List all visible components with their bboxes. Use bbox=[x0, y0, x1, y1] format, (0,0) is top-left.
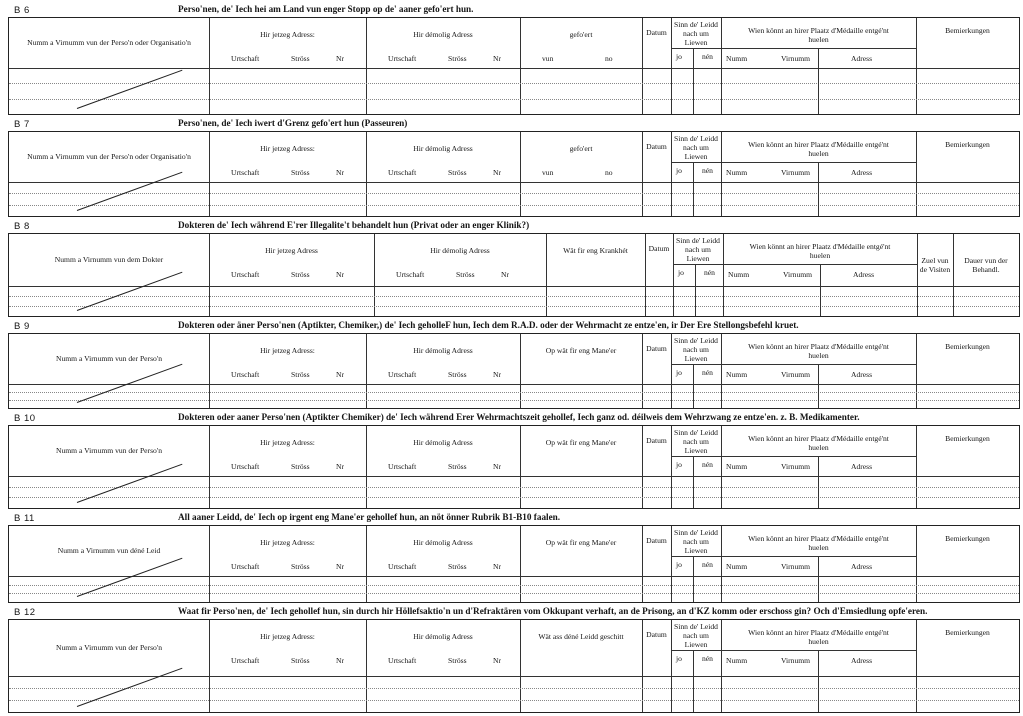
town-label: Urtschaft bbox=[231, 370, 260, 379]
medal-recipient-header: Wien könnt an hirer Plaatz d'Médaille entgé'nt huelen bbox=[749, 242, 891, 260]
section-b6 bbox=[8, 4, 1020, 114]
alive-subdivider bbox=[671, 650, 721, 651]
alive-subdivider bbox=[671, 48, 721, 49]
number-label: Nr bbox=[336, 462, 345, 471]
number-label: Nr bbox=[493, 370, 502, 379]
section-title: Perso'nen, de' Iech hei am Land vun enger Stopp op de' aaner gefo'ert hun. bbox=[178, 4, 474, 14]
entry-row-line bbox=[9, 306, 1019, 307]
surname-label: Numm bbox=[726, 54, 748, 63]
column-divider bbox=[953, 234, 954, 316]
column-divider bbox=[671, 620, 672, 712]
town-label: Urtschaft bbox=[231, 562, 260, 571]
firstname-label: Virnumm bbox=[781, 54, 811, 63]
still-alive-header: Sinn de' Leidd nach um Liewen bbox=[674, 428, 718, 455]
surname-label: Numm bbox=[728, 270, 750, 279]
entry-row-line bbox=[9, 83, 1019, 84]
street-label: Ströss bbox=[448, 656, 467, 665]
section-title: All aaner Leidd, de' Iech op irgent eng Mane'er gehollef hun, an nöt önner Rubrik B1-B10 faalen. bbox=[178, 512, 561, 522]
address-label: Adress bbox=[851, 168, 873, 177]
yes-label: jo bbox=[676, 460, 682, 469]
date-header: Datum bbox=[646, 630, 667, 639]
address-label: Adress bbox=[851, 462, 873, 471]
town-label: Urtschaft bbox=[388, 562, 417, 571]
section-grid bbox=[8, 426, 1020, 509]
detail-column-header: Op wät fir eng Mane'er bbox=[545, 438, 617, 447]
firstname-label: Virnumm bbox=[781, 562, 811, 571]
current-address-header: Hir jetzeg Adress: bbox=[260, 346, 315, 355]
header-divider bbox=[9, 182, 1019, 183]
alive-subdivider bbox=[671, 162, 721, 163]
alive-subdivider bbox=[671, 556, 721, 557]
section-grid bbox=[8, 620, 1020, 713]
yes-label: jo bbox=[676, 166, 682, 175]
surname-label: Numm bbox=[726, 562, 748, 571]
current-address-header: Hir jetzeg Adress bbox=[265, 246, 318, 255]
entry-row-line bbox=[9, 593, 1019, 594]
still-alive-header: Sinn de' Leidd nach um Liewen bbox=[674, 528, 718, 555]
street-label: Ströss bbox=[291, 462, 310, 471]
alive-subdivider bbox=[671, 456, 721, 457]
town-label: Urtschaft bbox=[231, 462, 260, 471]
surname-label: Numm bbox=[726, 462, 748, 471]
former-address-header: Hir démolig Adress bbox=[413, 632, 473, 641]
section-b7 bbox=[8, 118, 1020, 216]
column-divider bbox=[546, 234, 547, 316]
column-divider bbox=[721, 426, 722, 508]
column-divider bbox=[917, 234, 918, 316]
section-code: B 7 bbox=[14, 119, 30, 130]
town-label: Urtschaft bbox=[388, 656, 417, 665]
no-label: nén bbox=[704, 268, 715, 277]
header-divider bbox=[9, 384, 1019, 385]
current-address-header: Hir jetzeg Adress: bbox=[260, 632, 315, 641]
alive-yes-no-divider bbox=[695, 264, 696, 316]
medal-column-divider bbox=[818, 650, 819, 712]
number-label: Nr bbox=[336, 270, 345, 279]
section-title: Dokteren oder aaner Perso'nen (Aptikter Chemiker) de' Iech während Erer Wehrmachtszeit gehollef, Iech ganz od. déilweis dem Wehrzwang ze entze'en. z. B. Medikamenter. bbox=[178, 412, 860, 422]
detail-column-header: Wät ass déné Leidd geschitt bbox=[538, 632, 624, 641]
number-label: Nr bbox=[336, 562, 345, 571]
entry-row-line bbox=[9, 497, 1019, 498]
alive-yes-no-divider bbox=[693, 364, 694, 408]
remarks-header: Bemierkungen bbox=[945, 342, 990, 351]
date-header: Datum bbox=[646, 142, 667, 151]
no-label: nén bbox=[702, 654, 713, 663]
column-divider bbox=[520, 526, 521, 602]
section-b12 bbox=[8, 606, 1020, 712]
entry-row-line bbox=[9, 688, 1019, 689]
entry-row-line bbox=[9, 296, 1019, 297]
number-label: Nr bbox=[493, 656, 502, 665]
still-alive-header: Sinn de' Leidd nach um Liewen bbox=[674, 20, 718, 47]
section-title-row bbox=[8, 220, 1020, 234]
section-title: Waat fir Perso'nen, de' Iech gehollef hun, sin durch hir Höllefsaktio'n un d'Refraktären vom Okkupant verhaft, an de Prisong, an d'KZ komm oder erschoss gin? Och d'Emsiedlung opfe'eren. bbox=[178, 606, 928, 616]
date-header: Datum bbox=[646, 536, 667, 545]
current-address-header: Hir jetzeg Adress: bbox=[260, 538, 315, 547]
firstname-label: Virnumm bbox=[781, 656, 811, 665]
no-label: nén bbox=[702, 460, 713, 469]
remarks-header: Bemierkungen bbox=[945, 628, 990, 637]
street-label: Ströss bbox=[448, 562, 467, 571]
former-address-header: Hir démolig Adress bbox=[413, 538, 473, 547]
alive-yes-no-divider bbox=[693, 162, 694, 216]
duration-header: Dauer vun der Behandl. bbox=[964, 256, 1008, 274]
column-divider bbox=[671, 334, 672, 408]
column-divider bbox=[671, 426, 672, 508]
name-column-header: Numm a Virnumm vun dem Dokter bbox=[54, 255, 164, 264]
former-address-header: Hir démolig Adress bbox=[413, 346, 473, 355]
header-divider bbox=[9, 476, 1019, 477]
no-label: nén bbox=[702, 368, 713, 377]
street-label: Ströss bbox=[291, 168, 310, 177]
medal-recipient-header: Wien könnt an hirer Plaatz d'Médaille entgé'nt huelen bbox=[748, 342, 889, 360]
town-label: Urtschaft bbox=[388, 54, 417, 63]
town-label: Urtschaft bbox=[388, 370, 417, 379]
section-code: B 10 bbox=[14, 413, 36, 424]
alive-subdivider bbox=[673, 264, 723, 265]
entry-row-line bbox=[9, 205, 1019, 206]
address-label: Adress bbox=[851, 656, 873, 665]
entry-row-line bbox=[9, 99, 1019, 100]
surname-label: Numm bbox=[726, 656, 748, 665]
column-divider bbox=[673, 234, 674, 316]
remarks-header: Bemierkungen bbox=[945, 26, 990, 35]
medal-recipient-header: Wien könnt an hirer Plaatz d'Médaille entgé'nt huelen bbox=[748, 434, 889, 452]
section-grid bbox=[8, 526, 1020, 603]
town-label: Urtschaft bbox=[396, 270, 425, 279]
header-divider bbox=[9, 576, 1019, 577]
alive-subdivider bbox=[671, 364, 721, 365]
address-label: Adress bbox=[851, 54, 873, 63]
surname-label: Numm bbox=[726, 370, 748, 379]
surname-label: Numm bbox=[726, 168, 748, 177]
no-label: nén bbox=[702, 560, 713, 569]
address-label: Adress bbox=[851, 562, 873, 571]
section-grid bbox=[8, 234, 1020, 317]
current-address-header: Hir jetzeg Adress: bbox=[260, 438, 315, 447]
medal-recipient-header: Wien könnt an hirer Plaatz d'Médaille entgé'nt huelen bbox=[748, 140, 889, 158]
town-label: Urtschaft bbox=[231, 54, 260, 63]
street-label: Ströss bbox=[291, 270, 310, 279]
number-label: Nr bbox=[336, 54, 345, 63]
date-header: Datum bbox=[646, 28, 667, 37]
firstname-label: Virnumm bbox=[783, 270, 813, 279]
remarks-header: Bemierkungen bbox=[945, 534, 990, 543]
name-column-header: Numm a Virnumm vun déné Leid bbox=[57, 546, 161, 555]
alive-yes-no-divider bbox=[693, 48, 694, 114]
current-address-header: Hir jetzeg Adress: bbox=[260, 144, 315, 153]
section-title-row bbox=[8, 512, 1020, 526]
detail-column-header: Op wät fir eng Mane'er bbox=[545, 538, 617, 547]
section-code: B 9 bbox=[14, 321, 30, 332]
column-divider bbox=[520, 334, 521, 408]
entry-row-line bbox=[9, 700, 1019, 701]
section-code: B 8 bbox=[14, 221, 30, 232]
yes-label: jo bbox=[676, 368, 682, 377]
column-divider bbox=[721, 334, 722, 408]
name-column-header: Numm a Virnumm vun der Perso'n bbox=[55, 354, 163, 363]
street-label: Ströss bbox=[448, 370, 467, 379]
address-label: Adress bbox=[853, 270, 875, 279]
section-b10 bbox=[8, 412, 1020, 508]
street-label: Ströss bbox=[448, 462, 467, 471]
medal-recipient-header: Wien könnt an hirer Plaatz d'Médaille entgé'nt huelen bbox=[748, 534, 889, 552]
number-label: Nr bbox=[493, 54, 502, 63]
town-label: Urtschaft bbox=[231, 656, 260, 665]
name-column-header: Numm a Virnumm vun der Perso'n oder Organisatio'n bbox=[27, 38, 191, 47]
section-b11 bbox=[8, 512, 1020, 602]
section-grid bbox=[8, 18, 1020, 115]
number-label: Nr bbox=[493, 562, 502, 571]
former-address-header: Hir démolig Adress bbox=[413, 144, 473, 153]
yes-label: jo bbox=[676, 560, 682, 569]
name-column-header: Numm a Virnumm vun der Perso'n bbox=[55, 446, 163, 455]
section-code: B 11 bbox=[14, 513, 35, 524]
entry-row-line bbox=[9, 400, 1019, 401]
from-label: vun bbox=[542, 168, 554, 177]
detail-column-header: Wät fir eng Krankhét bbox=[563, 246, 628, 255]
former-address-header: Hir démolig Adress bbox=[413, 30, 473, 39]
still-alive-header: Sinn de' Leidd nach um Liewen bbox=[674, 336, 718, 363]
column-divider bbox=[723, 234, 724, 316]
medal-column-divider bbox=[820, 264, 821, 316]
section-title-row bbox=[8, 4, 1020, 18]
header-divider bbox=[9, 286, 1019, 287]
section-b9 bbox=[8, 320, 1020, 408]
section-title: Dokteren oder äner Perso'nen (Aptikter, Chemiker,) de' Iech geholleF hun, Iech dem R.A.D. oder der Wehrmacht ze entze'en, ir Der Ere Stellongsbefehl kruet. bbox=[178, 320, 799, 330]
yes-label: jo bbox=[678, 268, 684, 277]
current-address-header: Hir jetzeg Adress: bbox=[260, 30, 315, 39]
entry-row-line bbox=[9, 193, 1019, 194]
street-label: Ströss bbox=[456, 270, 475, 279]
number-label: Nr bbox=[336, 656, 345, 665]
medal-column-divider bbox=[818, 456, 819, 508]
number-label: Nr bbox=[493, 168, 502, 177]
handwritten-strike-line bbox=[77, 558, 183, 597]
remarks-header: Bemierkungen bbox=[945, 434, 990, 443]
former-address-header: Hir démolig Adress bbox=[430, 246, 490, 255]
town-label: Urtschaft bbox=[388, 462, 417, 471]
alive-yes-no-divider bbox=[693, 456, 694, 508]
still-alive-header: Sinn de' Leidd nach um Liewen bbox=[674, 622, 718, 649]
date-header: Datum bbox=[646, 344, 667, 353]
former-address-header: Hir démolig Adress bbox=[413, 438, 473, 447]
transported-header: gefo'ert bbox=[569, 30, 593, 39]
date-header: Datum bbox=[648, 244, 670, 253]
number-label: Nr bbox=[336, 168, 345, 177]
section-grid bbox=[8, 132, 1020, 217]
column-divider bbox=[520, 620, 521, 712]
address-label: Adress bbox=[851, 370, 873, 379]
from-label: vun bbox=[542, 54, 554, 63]
number-label: Nr bbox=[493, 462, 502, 471]
street-label: Ströss bbox=[448, 54, 467, 63]
to-label: no bbox=[605, 54, 613, 63]
section-title-row bbox=[8, 118, 1020, 132]
section-title-row bbox=[8, 606, 1020, 620]
still-alive-header: Sinn de' Leidd nach um Liewen bbox=[674, 134, 718, 161]
street-label: Ströss bbox=[448, 168, 467, 177]
town-label: Urtschaft bbox=[388, 168, 417, 177]
entry-row-line bbox=[9, 487, 1019, 488]
remarks-header: Bemierkungen bbox=[945, 140, 990, 149]
to-label: no bbox=[605, 168, 613, 177]
firstname-label: Virnumm bbox=[781, 370, 811, 379]
column-divider bbox=[721, 132, 722, 216]
name-column-header: Numm a Virnumm vun der Perso'n oder Organisatio'n bbox=[27, 152, 191, 161]
entry-row-line bbox=[9, 585, 1019, 586]
column-divider bbox=[520, 426, 521, 508]
alive-yes-no-divider bbox=[693, 556, 694, 602]
no-label: nén bbox=[702, 166, 713, 175]
firstname-label: Virnumm bbox=[781, 168, 811, 177]
column-divider bbox=[721, 620, 722, 712]
section-b8 bbox=[8, 220, 1020, 316]
medal-column-divider bbox=[818, 364, 819, 408]
column-divider bbox=[671, 526, 672, 602]
column-divider bbox=[721, 526, 722, 602]
yes-label: jo bbox=[676, 52, 682, 61]
medal-column-divider bbox=[818, 48, 819, 114]
street-label: Ströss bbox=[291, 54, 310, 63]
column-divider bbox=[671, 132, 672, 216]
visits-header: Zuel vun de Visiten bbox=[919, 256, 951, 274]
street-label: Ströss bbox=[291, 656, 310, 665]
number-label: Nr bbox=[336, 370, 345, 379]
section-title-row bbox=[8, 412, 1020, 426]
street-label: Ströss bbox=[291, 562, 310, 571]
section-title: Dokteren de' Iech während E'rer Illegalite't behandelt hun (Privat oder an enger Klinik?) bbox=[178, 220, 530, 230]
medal-column-divider bbox=[818, 556, 819, 602]
firstname-label: Virnumm bbox=[781, 462, 811, 471]
section-title-row bbox=[8, 320, 1020, 334]
section-code: B 6 bbox=[14, 5, 30, 16]
medal-column-divider bbox=[818, 162, 819, 216]
alive-yes-no-divider bbox=[693, 650, 694, 712]
section-code: B 12 bbox=[14, 607, 36, 618]
no-label: nén bbox=[702, 52, 713, 61]
transported-header: gefo'ert bbox=[569, 144, 593, 153]
still-alive-header: Sinn de' Leidd nach um Liewen bbox=[676, 236, 720, 263]
yes-label: jo bbox=[676, 654, 682, 663]
medal-recipient-header: Wien könnt an hirer Plaatz d'Médaille entgé'nt huelen bbox=[748, 26, 889, 44]
town-label: Urtschaft bbox=[231, 168, 260, 177]
street-label: Ströss bbox=[291, 370, 310, 379]
medal-recipient-header: Wien könnt an hirer Plaatz d'Médaille entgé'nt huelen bbox=[748, 628, 889, 646]
name-column-header: Numm a Virnumm vun der Perso'n bbox=[55, 643, 163, 652]
date-header: Datum bbox=[646, 436, 667, 445]
section-grid bbox=[8, 334, 1020, 409]
entry-row-line bbox=[9, 392, 1019, 393]
town-label: Urtschaft bbox=[231, 270, 260, 279]
header-divider bbox=[9, 68, 1019, 69]
number-label: Nr bbox=[501, 270, 510, 279]
detail-column-header: Op wät fir eng Mane'er bbox=[545, 346, 617, 355]
handwritten-strike-line bbox=[77, 70, 183, 109]
section-title: Perso'nen, de' Iech iwert d'Grenz gefo'ert hun (Passeuren) bbox=[178, 118, 408, 128]
